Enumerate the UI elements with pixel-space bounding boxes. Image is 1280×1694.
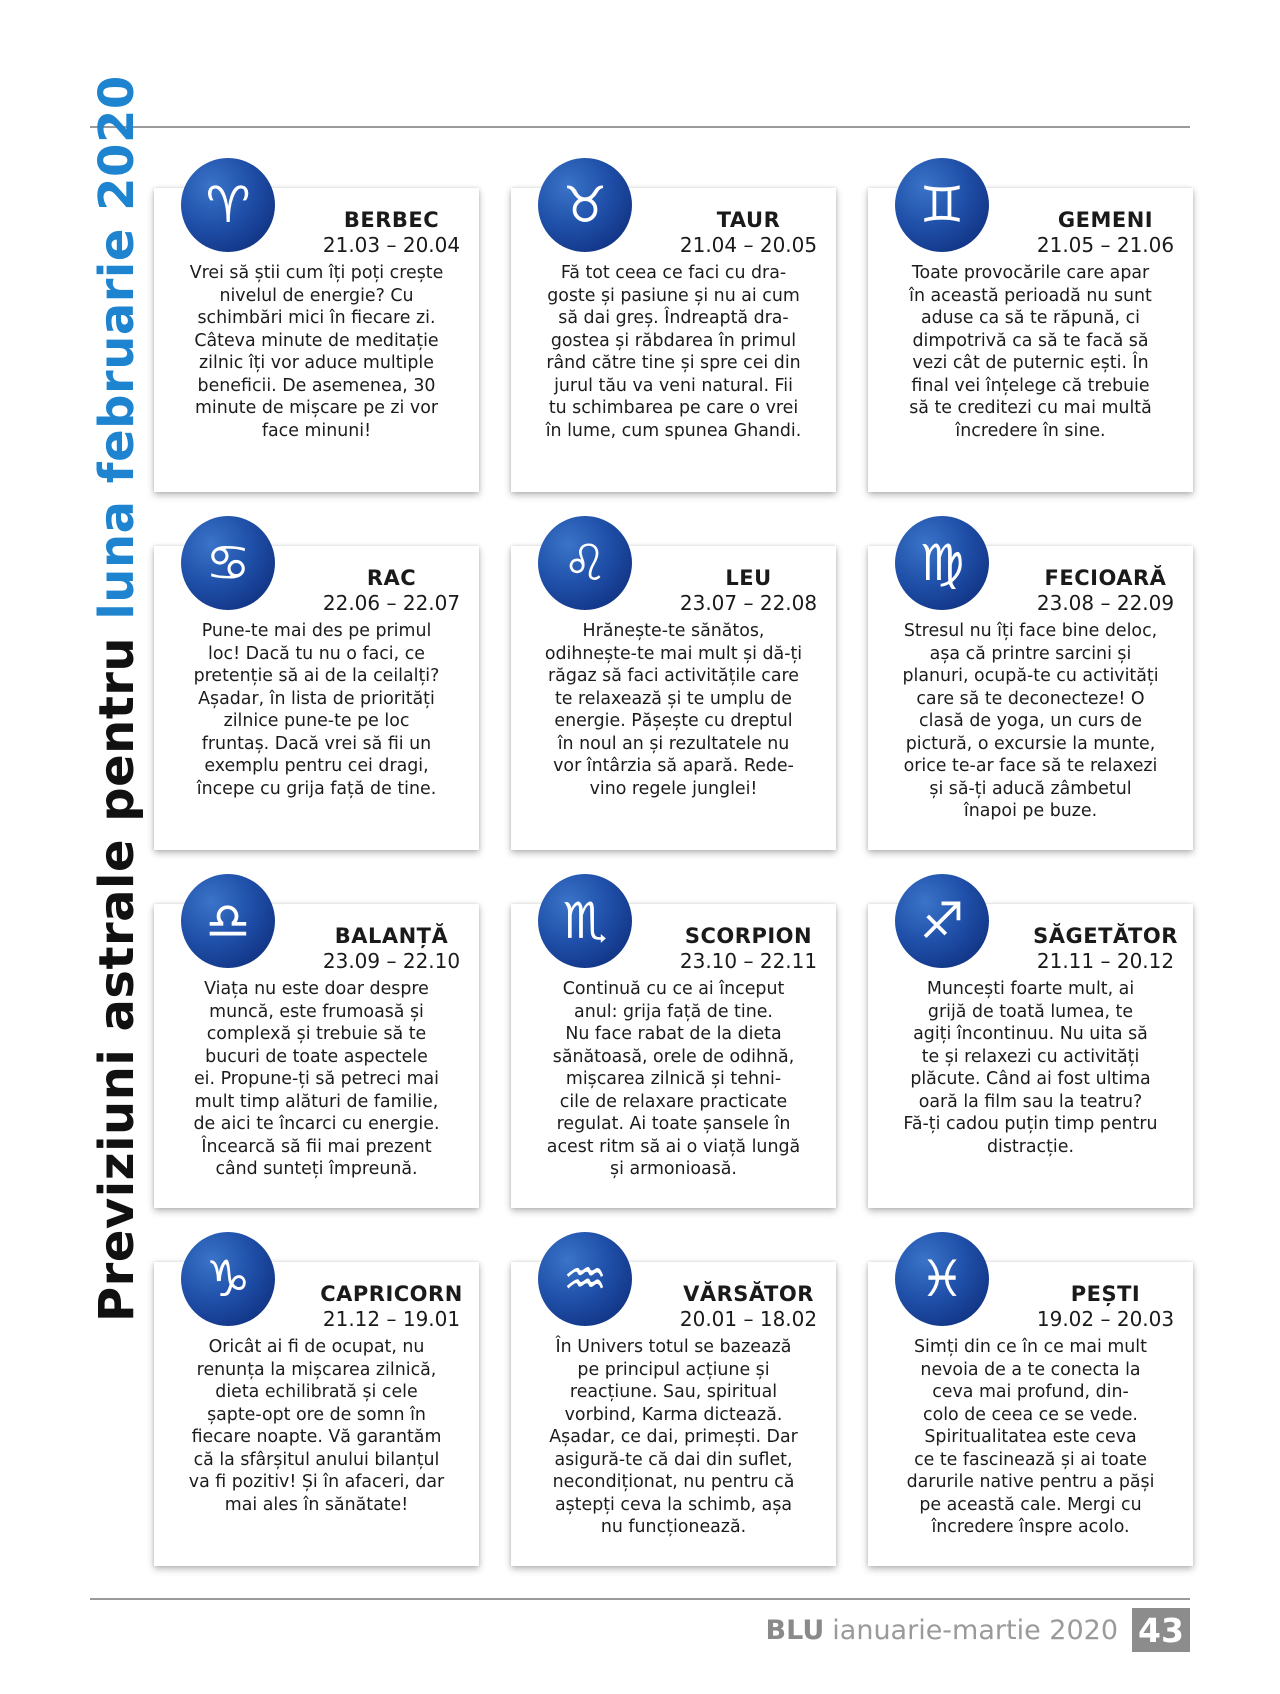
text-line: ei. Propune-ți să petreci mai xyxy=(193,1069,440,1089)
sign-card xyxy=(868,176,1193,492)
text-line: nivelul de energie? Cu xyxy=(219,285,414,306)
sign-dates: 23.09 – 22.10 xyxy=(322,949,461,973)
sign-card xyxy=(511,1250,836,1566)
text-line: mult timp alături de familie, xyxy=(194,1091,439,1112)
text-line: loc! Dacă tu nu o faci, ce xyxy=(208,643,425,664)
text-line: de aici te încarci cu energie. xyxy=(193,1114,440,1134)
sign-dates: 23.07 – 22.08 xyxy=(679,591,818,615)
sign-card xyxy=(154,176,479,492)
sign-card xyxy=(154,534,479,850)
text-line: anul: grija față de tine. xyxy=(574,1001,773,1022)
text-line: colo de ceea ce se vede. xyxy=(923,1404,1138,1425)
text-line: încredere în sine. xyxy=(955,420,1106,441)
text-line: sănătoasă, orele de odihnă, xyxy=(552,1046,795,1067)
sign-card xyxy=(868,892,1193,1208)
aquarius-icon xyxy=(538,1232,632,1326)
text-line: începe cu grija față de tine. xyxy=(196,778,437,799)
text-line: cile de relaxare practicate xyxy=(559,1091,788,1112)
leo-icon xyxy=(538,516,632,610)
text-line: vor întârzia să apară. Rede- xyxy=(553,756,794,776)
text-line: grijă de toată lumea, te xyxy=(927,1001,1134,1022)
sign-text xyxy=(525,1336,822,1539)
text-line: agiți încontinuu. Nu uita să xyxy=(913,1024,1148,1044)
text-line: beneficii. De asemenea, 30 xyxy=(197,375,436,396)
sign-glyph: ♐ xyxy=(919,892,965,950)
sign-card xyxy=(154,1250,479,1566)
text-line: muncă, este frumoasă și xyxy=(209,1001,424,1022)
text-line: și armonioasă. xyxy=(610,1159,737,1179)
text-line: în noul an și rezultatele nu xyxy=(557,733,790,754)
scorpio-icon xyxy=(538,874,632,968)
sign-dates: 21.04 – 20.05 xyxy=(679,233,818,257)
text-line: Câteva minute de meditație xyxy=(194,330,439,351)
text-line: odihnește-te mai mult și dă-ți xyxy=(544,643,803,664)
sign-card xyxy=(154,892,479,1208)
taurus-icon xyxy=(538,158,632,252)
sign-card xyxy=(868,534,1193,850)
sign-glyph: ♒ xyxy=(562,1250,608,1308)
text-line: necondiționat, nu pentru că xyxy=(552,1472,795,1492)
text-line: energie. Pășește cu dreptul xyxy=(554,711,793,731)
text-line: Oricât ai fi de ocupat, nu xyxy=(208,1337,425,1357)
text-line: renunța la mișcarea zilnică, xyxy=(196,1359,437,1380)
text-line: asigură-te că dai din suflet, xyxy=(554,1449,793,1470)
sign-dates: 23.10 – 22.11 xyxy=(679,949,818,973)
text-line: zilnic îți vor aduce multiple xyxy=(199,353,434,373)
text-line: că la sfârșitul anului bilanțul xyxy=(193,1449,440,1470)
sign-name: CAPRICORN xyxy=(320,1282,463,1306)
sign-glyph: ♋ xyxy=(205,534,251,592)
sign-name: GEMENI xyxy=(1057,208,1154,232)
text-line: regulat. Ai toate șansele în xyxy=(556,1114,791,1134)
sign-card xyxy=(511,892,836,1208)
text-line: încredere înspre acolo. xyxy=(931,1517,1130,1537)
capricorn-icon xyxy=(181,1232,275,1326)
text-line: nu funcționează. xyxy=(600,1517,747,1537)
sign-text xyxy=(525,978,822,1181)
sign-text xyxy=(168,620,465,800)
sign-text xyxy=(882,978,1179,1158)
sign-name: SĂGETĂTOR xyxy=(1033,924,1178,948)
sign-dates: 21.03 – 20.04 xyxy=(322,233,461,257)
text-line: pictură, o excursie la munte, xyxy=(905,733,1156,754)
text-line: va fi pozitiv! Și în afaceri, dar xyxy=(188,1472,445,1492)
text-line: distracție. xyxy=(987,1136,1074,1157)
sign-name: PEȘTI xyxy=(1070,1282,1141,1306)
text-line: mișcarea zilnică și tehni- xyxy=(565,1069,782,1089)
text-line: Hrănește-te sănătos, xyxy=(582,621,765,641)
sign-text xyxy=(882,262,1179,442)
text-line: final vei înțelege că trebuie xyxy=(911,375,1150,396)
text-line: Nu face rabat de la dieta xyxy=(565,1024,782,1044)
text-line: complexă și trebuie să te xyxy=(206,1024,427,1044)
text-line: vorbind, Karma dictează. xyxy=(564,1404,783,1425)
sign-name: VĂRSĂTOR xyxy=(683,1282,814,1306)
sign-text xyxy=(168,978,465,1181)
sign-name: BALANȚĂ xyxy=(334,924,449,948)
text-line: În Univers totul se bazează xyxy=(555,1337,792,1357)
sign-glyph: ♓ xyxy=(919,1250,965,1308)
text-line: minute de mișcare pe zi vor xyxy=(194,398,438,418)
text-line: fruntaș. Dacă vrei să fii un xyxy=(201,733,432,754)
text-line: Așadar, ce dai, primești. Dar xyxy=(549,1427,798,1447)
text-line: oară la film sau la teatru? xyxy=(918,1091,1143,1112)
sign-glyph: ♑ xyxy=(205,1250,251,1308)
text-line: fiecare noapte. Vă garantăm xyxy=(191,1427,442,1447)
text-line: clasă de yoga, un curs de xyxy=(919,711,1142,731)
text-line: face minuni! xyxy=(261,420,372,441)
text-line: Stresul nu îți face bine deloc, xyxy=(903,621,1158,641)
pisces-icon xyxy=(895,1232,989,1326)
text-line: vino regele junglei! xyxy=(589,778,758,799)
text-line: să dai greș. Îndreaptă dra- xyxy=(558,308,789,328)
text-line: rând către tine și spre cei din xyxy=(546,353,801,373)
page-footer xyxy=(766,1608,1190,1652)
gemini-icon xyxy=(895,158,989,252)
sign-glyph: ♌ xyxy=(562,534,608,592)
text-line: în această perioadă nu sunt xyxy=(909,285,1152,306)
text-line: aduse ca să te răpună, ci xyxy=(920,308,1141,328)
issue-label: ianuarie-martie 2020 xyxy=(832,1614,1118,1646)
text-line: Continuă cu ce ai început xyxy=(562,979,785,999)
sign-glyph: ♍ xyxy=(919,534,965,592)
sign-dates: 21.11 – 20.12 xyxy=(1036,949,1175,973)
aries-icon xyxy=(181,158,275,252)
text-line: plăcute. Când ai fost ultima xyxy=(910,1069,1151,1089)
top-rule xyxy=(90,126,1190,128)
text-line: aștepți ceva la schimb, așa xyxy=(554,1494,793,1515)
sign-glyph: ♊ xyxy=(919,176,965,234)
cancer-icon xyxy=(181,516,275,610)
sign-card xyxy=(511,534,836,850)
text-line: Muncești foarte mult, ai xyxy=(926,979,1135,999)
sign-glyph: ♏ xyxy=(562,892,608,950)
text-line: Toate provocările care apar xyxy=(911,263,1150,283)
text-line: darurile native pentru a păși xyxy=(906,1472,1155,1492)
text-line: să te creditezi cu mai multă xyxy=(909,398,1152,418)
text-line: în lume, cum spunea Ghandi. xyxy=(545,420,802,441)
sign-name: LEU xyxy=(725,566,772,590)
text-line: care să te deconecteze! O xyxy=(916,688,1145,709)
sign-glyph: ♎ xyxy=(205,892,251,950)
sign-dates: 19.02 – 20.03 xyxy=(1036,1307,1175,1331)
text-line: schimbări mici în fiecare zi. xyxy=(197,308,436,328)
text-line: când sunteți împreună. xyxy=(215,1159,418,1179)
text-line: Încearcă să fii mai prezent xyxy=(201,1136,432,1157)
sign-card xyxy=(511,176,836,492)
text-line: șapte-opt ore de somn în xyxy=(207,1404,426,1425)
sign-glyph: ♈ xyxy=(205,176,251,234)
title-part2: luna februarie 2020 xyxy=(89,75,145,620)
text-line: tu schimbarea pe care o vrei xyxy=(548,398,799,418)
text-line: te și relaxezi cu activități xyxy=(921,1046,1140,1067)
text-line: zilnice pune-te pe loc xyxy=(223,711,410,731)
sign-name: FECIOARĂ xyxy=(1044,566,1167,590)
text-line: ceva mai profund, din- xyxy=(932,1382,1129,1402)
sagittarius-icon xyxy=(895,874,989,968)
text-line: goste și pasiune și nu ai cum xyxy=(547,285,800,306)
title-part1: Previziuni astrale pentru xyxy=(89,636,145,1322)
sign-text xyxy=(525,262,822,442)
sign-text xyxy=(168,1336,465,1516)
virgo-icon xyxy=(895,516,989,610)
page-number: 43 xyxy=(1132,1608,1190,1652)
text-line: Simți din ce în ce mai mult xyxy=(914,1337,1147,1357)
sign-text xyxy=(168,262,465,442)
text-line: jurul tău va veni natural. Fii xyxy=(554,375,793,396)
sign-dates: 21.12 – 19.01 xyxy=(322,1307,461,1331)
text-line: exemplu pentru cei dragi, xyxy=(204,756,429,776)
sign-name: SCORPION xyxy=(684,924,813,948)
text-line: dieta echilibrată și cele xyxy=(215,1382,418,1402)
horoscope-grid xyxy=(154,176,1193,1566)
text-line: Vrei să știi cum îți poți crește xyxy=(189,263,444,283)
text-line: pe această cale. Mergi cu xyxy=(919,1494,1142,1515)
text-line: mai ales în sănătate! xyxy=(224,1494,409,1515)
sign-text xyxy=(882,620,1179,823)
text-line: înapoi pe buze. xyxy=(963,801,1098,821)
text-line: vezi cât de puternic ești. În xyxy=(912,353,1149,373)
text-line: Fă-ți cadou puțin timp pentru xyxy=(903,1114,1158,1134)
text-line: Așadar, în lista de priorități xyxy=(198,688,435,709)
text-line: te relaxează și te umplu de xyxy=(554,688,792,709)
text-line: și să-ți aducă zâmbetul xyxy=(929,778,1132,799)
text-line: Pune-te mai des pe primul xyxy=(201,621,432,641)
text-line: dimpotrivă ca să te facă să xyxy=(912,330,1149,351)
text-line: răgaz să faci activitățile care xyxy=(548,666,799,686)
text-line: acest ritm să ai o viață lungă xyxy=(546,1136,801,1157)
text-line: nevoia de a te conecta la xyxy=(920,1359,1141,1380)
text-line: Spiritualitatea este ceva xyxy=(924,1427,1137,1447)
sign-dates: 20.01 – 18.02 xyxy=(679,1307,818,1331)
sign-dates: 22.06 – 22.07 xyxy=(322,591,461,615)
bottom-rule xyxy=(90,1598,1190,1600)
sign-text xyxy=(882,1336,1179,1539)
sign-name: BERBEC xyxy=(343,208,440,232)
text-line: bucuri de toate aspectele xyxy=(205,1046,428,1067)
magazine-brand: BLU xyxy=(765,1614,825,1646)
text-line: pretenție să ai de la ceilalți? xyxy=(193,666,440,686)
sign-dates: 21.05 – 21.06 xyxy=(1036,233,1175,257)
text-line: planuri, ocupă-te cu activități xyxy=(902,666,1159,686)
text-line: reacțiune. Sau, spiritual xyxy=(569,1382,778,1402)
page-title xyxy=(84,75,150,1322)
text-line: așa că printre sarcini și xyxy=(929,643,1132,664)
sign-name: TAUR xyxy=(716,208,781,232)
sign-dates: 23.08 – 22.09 xyxy=(1036,591,1175,615)
text-line: Viața nu este doar despre xyxy=(204,979,429,999)
text-line: ce te fascinează și ai toate xyxy=(914,1449,1147,1470)
sign-name: RAC xyxy=(366,566,417,590)
text-line: gostea și răbdarea în primul xyxy=(550,330,797,351)
libra-icon xyxy=(181,874,275,968)
text-line: pe principul acțiune și xyxy=(577,1359,770,1380)
sign-text xyxy=(525,620,822,800)
sign-card xyxy=(868,1250,1193,1566)
sign-glyph: ♉ xyxy=(562,176,608,234)
text-line: Fă tot ceea ce faci cu dra- xyxy=(560,263,787,283)
text-line: orice te-ar face să te relaxezi xyxy=(903,756,1158,776)
